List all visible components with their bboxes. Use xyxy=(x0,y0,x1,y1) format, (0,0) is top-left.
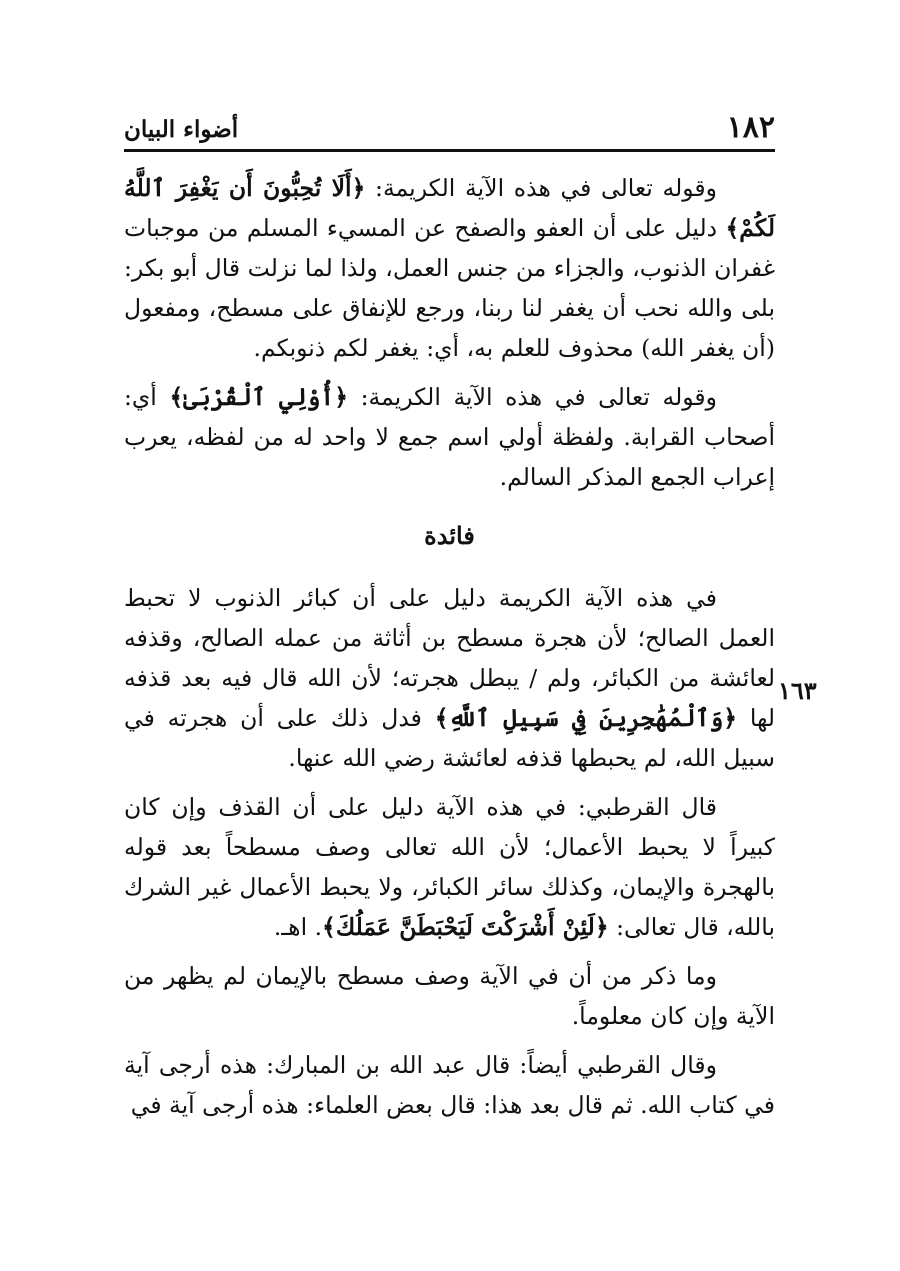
paragraph-2-intro: وقوله تعالى في هذه الآية الكريمة: xyxy=(347,383,718,411)
page-number: ١٨٢ xyxy=(726,110,775,145)
quran-verse-4: ﴿لَئِنْ أَشْرَكْتَ لَيَحْبَطَنَّ عَمَلُكَ﴾ xyxy=(322,913,609,941)
paragraph-4-body: . اهـ. xyxy=(273,913,323,941)
page-header xyxy=(124,110,775,152)
paragraph-1-intro: وقوله تعالى في هذه الآية الكريمة: xyxy=(365,174,718,202)
paragraph-2-body: أي: أصحاب القرابة. ولفظة أولي اسم جمع لا واحد له من لفظه، يعرب إعراب الجمع المذكر السالم. xyxy=(124,383,775,491)
paragraph-3 xyxy=(124,578,775,778)
paragraph-3-body: فدل ذلك على أن هجرته في سبيل الله، لم يحبطها قذفه لعائشة رضي الله عنها. xyxy=(124,704,775,772)
paragraph-6: وقال القرطبي أيضاً: قال عبد الله بن المبارك: هذه أرجى آية في كتاب الله. ثم قال بعد هذا: قال بعض العلماء: هذه أرجى آية في xyxy=(124,1051,775,1119)
margin-page-reference: ١٦٣ xyxy=(778,676,817,705)
running-title: أضواء البيان xyxy=(124,116,239,143)
paragraph-1 xyxy=(124,168,775,368)
quran-verse-3: ﴿وَٱلْمُهَٰجِرِينَ فِي سَبِيلِ ٱللَّهِ﴾ xyxy=(434,704,738,732)
section-title: فائدة xyxy=(424,521,475,550)
paragraph-2 xyxy=(124,377,775,497)
paragraph-3-intro: في هذه الآية الكريمة دليل على أن كبائر الذنوب لا تحبط العمل الصالح؛ لأن هجرة مسطح بن أثاثة من عمله الصالح، وقذفه لعائشة من الكبائر، ولم / يبطل هجرته؛ لأن الله قال فيه بعد قذفه لها xyxy=(124,584,776,732)
paragraph-1-body: دليل على أن العفو والصفح عن المسيء المسلم من موجبات غفران الذنوب، والجزاء من جنس العمل، ولذا لما نزلت قال أبو بكر: بلى والله نحب أن يغفر لنا ربنا، ورجع للإنفاق على مسطح، ومفعول (أن يغفر الله) محذوف للعلم به، أي: يغفر لكم ذنوبكم. xyxy=(124,214,775,362)
quran-verse-2: ﴿أُوْلِي ٱلْقُرْبَىٰ﴾ xyxy=(169,383,348,411)
paragraph-4 xyxy=(124,787,775,947)
paragraph-4-intro: قال القرطبي: في هذه الآية دليل على أن القذف وإن كان كبيراً لا يحبط الأعمال؛ لأن الله تعالى وصف مسطحاً بعد قوله بالهجرة والإيمان، وكذلك سائر الكبائر، ولا يحبط الأعمال غير الشرك بالله، قال تعالى: xyxy=(124,793,775,941)
paragraph-5: وما ذكر من أن في الآية وصف مسطح بالإيمان لم يظهر من الآية وإن كان معلوماً. xyxy=(124,962,775,1030)
body-text xyxy=(124,168,775,1134)
quran-verse-1: ﴿أَلَا تُحِبُّونَ أَن يَغْفِرَ ٱللَّهُ لَكُمْ﴾ xyxy=(124,174,775,242)
